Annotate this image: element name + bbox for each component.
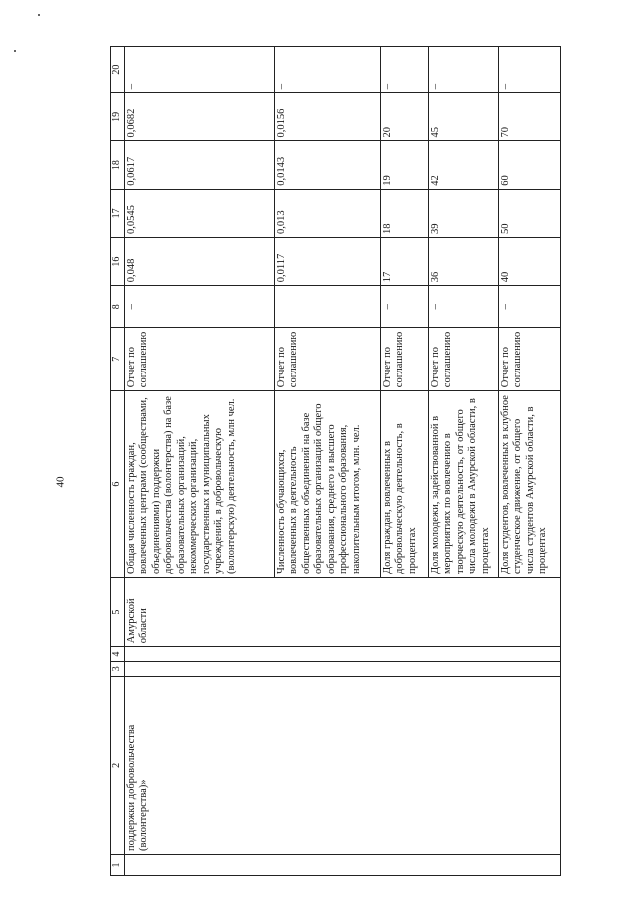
col-header: 2 xyxy=(111,676,125,854)
col4-cell xyxy=(124,647,560,662)
col-header: 19 xyxy=(111,93,125,141)
indicator-cell: Численность обучающихся, вовлеченных в деятельность общественных объединений на базе образовательных организаций общего образования, среднего и высшего профессионального образования, накопительным итогом, млн. чел. xyxy=(274,391,380,578)
source-cell: Отчет по соглашению xyxy=(428,328,498,391)
col-header: 1 xyxy=(111,855,125,876)
value-cell xyxy=(274,286,380,328)
value-cell: – xyxy=(274,47,380,93)
col-header: 16 xyxy=(111,238,125,286)
value-cell: – xyxy=(380,47,428,93)
value-cell: – xyxy=(124,286,274,328)
value-cell: – xyxy=(428,47,498,93)
value-cell: 0,048 xyxy=(124,238,274,286)
value-cell: 0,0143 xyxy=(274,141,380,189)
program-name-cell: поддержки добровольчества (волонтерства)» xyxy=(124,676,560,854)
col1-cell xyxy=(124,855,560,876)
responsible-cell: Амурской области xyxy=(124,578,560,647)
page-number: 40 xyxy=(54,476,67,488)
value-cell: 19 xyxy=(380,141,428,189)
value-cell: 0,013 xyxy=(274,189,380,237)
value-cell: 0,0156 xyxy=(274,93,380,141)
col-header: 17 xyxy=(111,189,125,237)
value-cell: – xyxy=(498,286,560,328)
value-cell: 60 xyxy=(498,141,560,189)
value-cell: 45 xyxy=(428,93,498,141)
value-cell: 0,0682 xyxy=(124,93,274,141)
value-cell: 0,0117 xyxy=(274,238,380,286)
value-cell: 36 xyxy=(428,238,498,286)
col-header: 7 xyxy=(111,328,125,391)
value-cell: – xyxy=(428,286,498,328)
value-cell: 0,0617 xyxy=(124,141,274,189)
scan-speck xyxy=(38,14,40,16)
indicator-cell: Доля студентов, вовлеченных в клубное студенческое движение, от общего числа студентов Амурской области, в процентах xyxy=(498,391,560,578)
indicator-cell: Доля граждан, вовлеченных в добровольческую деятельность, в процентах xyxy=(380,391,428,578)
indicator-table xyxy=(110,46,561,876)
value-cell: – xyxy=(498,47,560,93)
indicator-cell: Общая численность граждан, вовлеченных центрами (сообществами, объединениями) поддержки добровольчества (волонтерства) на базе образовательных организаций, некоммерческих организаций, государственных и муниципальных учреждений, в добровольческую (волонтерскую) деятельность, млн чел. xyxy=(124,391,274,578)
scan-speck xyxy=(14,50,16,52)
value-cell: – xyxy=(380,286,428,328)
col-header: 5 xyxy=(111,578,125,647)
source-cell: Отчет по соглашению xyxy=(498,328,560,391)
table-row xyxy=(124,47,274,876)
value-cell: 20 xyxy=(380,93,428,141)
col-header: 18 xyxy=(111,141,125,189)
source-cell: Отчет по соглашению xyxy=(124,328,274,391)
value-cell: – xyxy=(124,47,274,93)
value-cell: 39 xyxy=(428,189,498,237)
value-cell: 42 xyxy=(428,141,498,189)
col-header: 20 xyxy=(111,47,125,93)
rotated-table-wrapper xyxy=(110,46,548,876)
value-cell: 17 xyxy=(380,238,428,286)
source-cell: Отчет по соглашению xyxy=(274,328,380,391)
col-header: 3 xyxy=(111,661,125,676)
col-header: 6 xyxy=(111,391,125,578)
value-cell: 70 xyxy=(498,93,560,141)
col-header: 4 xyxy=(111,647,125,662)
col3-cell xyxy=(124,661,560,676)
value-cell: 50 xyxy=(498,189,560,237)
header-row xyxy=(111,47,125,876)
indicator-cell: Доля молодежи, задействованной в мероприятиях по вовлечению в творческую деятельность, от общего числа молодежи в Амурской области, в процентах xyxy=(428,391,498,578)
value-cell: 0,0545 xyxy=(124,189,274,237)
value-cell: 18 xyxy=(380,189,428,237)
col-header: 8 xyxy=(111,286,125,328)
source-cell: Отчет по соглашению xyxy=(380,328,428,391)
value-cell: 40 xyxy=(498,238,560,286)
